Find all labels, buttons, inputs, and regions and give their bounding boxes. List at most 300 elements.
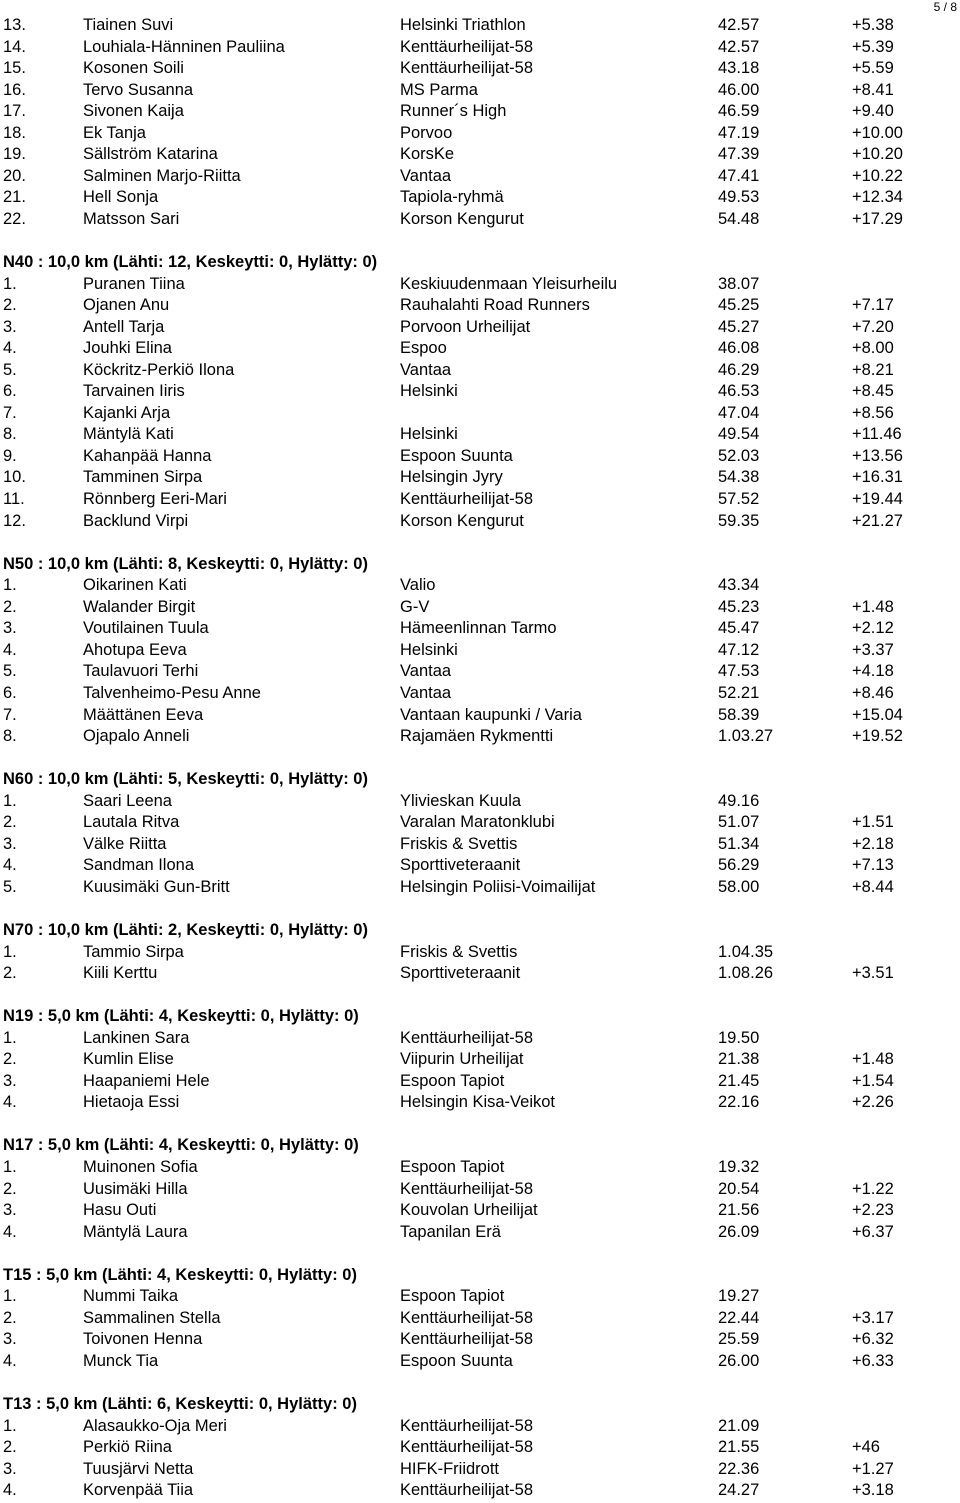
athlete-name: Talvenheimo-Pesu Anne <box>83 683 261 702</box>
result-position: 3. <box>3 619 17 638</box>
result-position: 2. <box>3 1308 17 1327</box>
result-row <box>0 726 960 748</box>
time-difference: +17.29 <box>852 209 903 228</box>
athlete-name: Puranen Tiina <box>83 274 185 293</box>
club-name: Kenttäurheilijat-58 <box>400 1438 533 1457</box>
result-position: 17. <box>3 102 26 121</box>
club-name: Varalan Maratonklubi <box>400 813 555 832</box>
club-name: Espoon Suunta <box>400 1351 513 1370</box>
result-row <box>0 942 960 964</box>
athlete-name: Kajanki Arja <box>83 403 171 422</box>
result-time: 1.03.27 <box>718 727 774 746</box>
result-row <box>0 1480 960 1502</box>
club-name: Kenttäurheilijat-58 <box>400 1028 533 1047</box>
athlete-name: Kumlin Elise <box>83 1050 174 1069</box>
result-section <box>0 1114 960 1243</box>
result-position: 4. <box>3 1351 17 1370</box>
result-row <box>0 446 960 468</box>
athlete-name: Taulavuori Terhi <box>83 662 199 681</box>
result-position: 9. <box>3 446 17 465</box>
result-position: 12. <box>3 511 26 530</box>
time-difference: +7.20 <box>852 317 894 336</box>
result-row <box>0 1286 960 1308</box>
time-difference: +1.54 <box>852 1071 894 1090</box>
result-row <box>0 80 960 102</box>
result-row <box>0 1071 960 1093</box>
time-difference: +1.22 <box>852 1179 894 1198</box>
result-time: 56.29 <box>718 856 760 875</box>
time-difference: +11.46 <box>852 425 902 444</box>
result-position: 3. <box>3 1459 17 1478</box>
result-section <box>0 230 960 532</box>
result-section <box>0 15 960 230</box>
result-time: 46.00 <box>718 80 760 99</box>
result-row <box>0 295 960 317</box>
athlete-name: Kosonen Soili <box>83 59 184 78</box>
section-spacer <box>0 1372 960 1394</box>
athlete-name: Sällström Katarina <box>83 145 218 164</box>
result-position: 1. <box>3 576 17 595</box>
result-time: 21.45 <box>718 1071 760 1090</box>
result-time: 22.44 <box>718 1308 760 1327</box>
athlete-name: Tervo Susanna <box>83 80 194 99</box>
club-name: Kenttäurheilijat-58 <box>400 1416 533 1435</box>
result-position: 1. <box>3 274 17 293</box>
result-row <box>0 661 960 683</box>
time-difference: +2.26 <box>852 1093 894 1112</box>
result-time: 19.32 <box>718 1157 760 1176</box>
athlete-name: Mäntylä Laura <box>83 1222 188 1241</box>
time-difference: +8.44 <box>852 877 894 896</box>
athlete-name: Mäntylä Kati <box>83 425 174 444</box>
result-position: 1. <box>3 791 17 810</box>
athlete-name: Määttänen Eeva <box>83 705 204 724</box>
result-time: 43.18 <box>718 59 760 78</box>
time-difference: +9.40 <box>852 102 894 121</box>
result-time: 1.08.26 <box>718 964 774 983</box>
category-heading: N50 : 10,0 km (Lähti: 8, Keskeytti: 0, Hylätty: 0) <box>3 554 368 573</box>
result-time: 49.54 <box>718 425 760 444</box>
athlete-name: Jouhki Elina <box>83 339 172 358</box>
athlete-name: Saari Leena <box>83 791 172 810</box>
result-position: 6. <box>3 683 17 702</box>
result-position: 2. <box>3 1179 17 1198</box>
result-position: 20. <box>3 166 26 185</box>
result-time: 49.16 <box>718 791 760 810</box>
result-position: 11. <box>3 490 25 509</box>
result-row <box>0 467 960 489</box>
athlete-name: Louhiala-Hänninen Pauliina <box>83 37 285 56</box>
athlete-name: Hasu Outi <box>83 1201 157 1220</box>
time-difference: +19.44 <box>852 490 903 509</box>
result-time: 52.21 <box>718 683 760 702</box>
club-name: Kenttäurheilijat-58 <box>400 1179 533 1198</box>
result-row <box>0 877 960 899</box>
club-name: Kenttäurheilijat-58 <box>400 1308 533 1327</box>
result-time: 24.27 <box>718 1481 760 1500</box>
result-position: 6. <box>3 382 17 401</box>
club-name: Kenttäurheilijat-58 <box>400 1481 533 1500</box>
club-name: Kenttäurheilijat-58 <box>400 490 533 509</box>
result-row <box>0 317 960 339</box>
result-section <box>0 748 960 899</box>
result-section <box>0 985 960 1114</box>
result-row <box>0 1157 960 1179</box>
time-difference: +5.38 <box>852 16 894 34</box>
result-position: 2. <box>3 1438 17 1457</box>
result-row <box>0 597 960 619</box>
category-heading: T13 : 5,0 km (Lähti: 6, Keskeytti: 0, Hylätty: 0) <box>3 1395 357 1413</box>
section-spacer <box>0 1114 960 1136</box>
result-row <box>0 791 960 813</box>
result-position: 2. <box>3 296 17 315</box>
result-time: 58.00 <box>718 877 760 896</box>
result-time: 45.27 <box>718 317 760 336</box>
time-difference: +1.48 <box>852 1050 894 1069</box>
result-position: 1. <box>3 942 17 961</box>
athlete-name: Ek Tanja <box>83 123 146 142</box>
result-row <box>0 187 960 209</box>
club-name: Rauhalahti Road Runners <box>400 296 590 315</box>
result-position: 4. <box>3 339 17 358</box>
club-name: Keskiuudenmaan Yleisurheilu <box>400 274 618 293</box>
result-row <box>0 274 960 296</box>
result-time: 54.38 <box>718 468 760 487</box>
club-name: Helsingin Jyry <box>400 468 503 487</box>
result-position: 8. <box>3 425 17 444</box>
result-time: 45.47 <box>718 619 760 638</box>
club-name: Helsinki Triathlon <box>400 16 526 34</box>
club-name: Vantaa <box>400 662 452 681</box>
club-name: Friskis & Svettis <box>400 942 518 961</box>
result-position: 3. <box>3 1201 17 1220</box>
time-difference: +8.56 <box>852 403 894 422</box>
result-row <box>0 123 960 145</box>
club-name: Sporttiveteraanit <box>400 856 521 875</box>
result-time: 20.54 <box>718 1179 760 1198</box>
result-position: 4. <box>3 1093 17 1112</box>
result-position: 2. <box>3 1050 17 1069</box>
athlete-name: Tammio Sirpa <box>83 942 184 961</box>
athlete-name: Walander Birgit <box>83 597 196 616</box>
result-row <box>0 1049 960 1071</box>
result-row <box>0 834 960 856</box>
result-time: 42.57 <box>718 37 760 56</box>
club-name: Korson Kengurut <box>400 209 524 228</box>
club-name: Runner´s High <box>400 102 507 121</box>
club-name: Kenttäurheilijat-58 <box>400 37 533 56</box>
result-row <box>0 963 960 985</box>
club-name: Valio <box>400 576 436 595</box>
athlete-name: Antell Tarja <box>83 317 165 336</box>
time-difference: +8.41 <box>852 80 894 99</box>
result-position: 1. <box>3 1287 17 1306</box>
category-heading: N19 : 5,0 km (Lähti: 4, Keskeytti: 0, Hylätty: 0) <box>3 1007 359 1026</box>
time-difference: +19.52 <box>852 727 903 746</box>
club-name: G-V <box>400 597 430 616</box>
result-time: 42.57 <box>718 16 760 34</box>
result-position: 1. <box>3 1157 17 1176</box>
time-difference: +21.27 <box>852 511 903 530</box>
result-row <box>0 1222 960 1244</box>
club-name: Tapanilan Erä <box>400 1222 501 1241</box>
club-name: Sporttiveteraanit <box>400 964 521 983</box>
time-difference: +46 <box>852 1438 880 1457</box>
athlete-name: Oikarinen Kati <box>83 576 187 595</box>
result-time: 46.53 <box>718 382 760 401</box>
club-name: Espoon Tapiot <box>400 1071 505 1090</box>
result-position: 8. <box>3 727 17 746</box>
result-time: 21.56 <box>718 1201 760 1220</box>
result-row <box>0 338 960 360</box>
result-position: 5. <box>3 662 17 681</box>
result-time: 47.39 <box>718 145 760 164</box>
result-time: 49.53 <box>718 188 760 207</box>
result-row <box>0 403 960 425</box>
result-time: 25.59 <box>718 1330 760 1349</box>
result-section <box>0 1372 960 1501</box>
time-difference: +1.27 <box>852 1459 894 1478</box>
athlete-name: Alasaukko-Oja Meri <box>83 1416 227 1435</box>
result-position: 18. <box>3 123 26 142</box>
athlete-name: Tamminen Sirpa <box>83 468 203 487</box>
result-time: 47.04 <box>718 403 760 422</box>
club-name: Porvoon Urheilijat <box>400 317 531 336</box>
result-position: 13. <box>3 16 26 34</box>
club-name: Vantaan kaupunki / Varia <box>400 705 582 724</box>
athlete-name: Backlund Virpi <box>83 511 189 530</box>
result-row <box>0 1028 960 1050</box>
time-difference: +3.51 <box>852 964 894 983</box>
club-name: Friskis & Svettis <box>400 834 518 853</box>
time-difference: +15.04 <box>852 705 903 724</box>
page-number: 5 / 8 <box>933 0 957 14</box>
time-difference: +2.12 <box>852 619 894 638</box>
result-section <box>0 532 960 747</box>
result-time: 21.55 <box>718 1438 760 1457</box>
result-row <box>0 855 960 877</box>
result-position: 2. <box>3 813 17 832</box>
result-time: 54.48 <box>718 209 760 228</box>
result-position: 4. <box>3 856 17 875</box>
time-difference: +13.56 <box>852 446 903 465</box>
club-name: Helsinki <box>400 640 458 659</box>
athlete-name: Rönnberg Eeri-Mari <box>83 490 227 509</box>
result-row <box>0 1329 960 1351</box>
time-difference: +6.32 <box>852 1330 894 1349</box>
result-position: 3. <box>3 834 17 853</box>
athlete-name: Nummi Taika <box>83 1287 179 1306</box>
result-position: 21. <box>3 188 26 207</box>
athlete-name: Voutilainen Tuula <box>83 619 209 638</box>
category-heading: N17 : 5,0 km (Lähti: 4, Keskeytti: 0, Hylätty: 0) <box>3 1136 359 1155</box>
results-document <box>0 15 960 1502</box>
result-row <box>0 166 960 188</box>
athlete-name: Sandman Ilona <box>83 856 194 875</box>
athlete-name: Uusimäki Hilla <box>83 1179 188 1198</box>
club-name: Vantaa <box>400 166 452 185</box>
section-spacer <box>0 898 960 920</box>
result-time: 46.08 <box>718 339 760 358</box>
result-row <box>0 1179 960 1201</box>
result-row <box>0 1437 960 1459</box>
result-position: 7. <box>3 403 17 422</box>
time-difference: +8.46 <box>852 683 894 702</box>
time-difference: +2.18 <box>852 834 894 853</box>
result-position: 4. <box>3 1222 17 1241</box>
result-time: 1.04.35 <box>718 942 774 961</box>
result-row <box>0 1416 960 1438</box>
athlete-name: Kiili Kerttu <box>83 964 158 983</box>
time-difference: +5.59 <box>852 59 894 78</box>
time-difference: +4.18 <box>852 662 894 681</box>
result-position: 4. <box>3 640 17 659</box>
athlete-name: Välke Riitta <box>83 834 167 853</box>
result-time: 47.41 <box>718 166 760 185</box>
section-spacer <box>0 532 960 554</box>
athlete-name: Muinonen Sofia <box>83 1157 198 1176</box>
result-position: 19. <box>3 145 26 164</box>
result-row <box>0 489 960 511</box>
result-section <box>0 898 960 984</box>
result-position: 22. <box>3 209 26 228</box>
athlete-name: Hietaoja Essi <box>83 1093 180 1112</box>
time-difference: +8.21 <box>852 360 894 379</box>
result-row <box>0 1092 960 1114</box>
section-spacer <box>0 985 960 1007</box>
result-row <box>0 511 960 533</box>
result-time: 26.00 <box>718 1351 760 1370</box>
athlete-name: Tuusjärvi Netta <box>83 1459 194 1478</box>
result-time: 19.50 <box>718 1028 760 1047</box>
result-row <box>0 1351 960 1373</box>
club-name: Porvoo <box>400 123 453 142</box>
time-difference: +6.33 <box>852 1351 894 1370</box>
club-name: Kouvolan Urheilijat <box>400 1201 538 1220</box>
result-time: 58.39 <box>718 705 760 724</box>
result-row <box>0 683 960 705</box>
time-difference: +16.31 <box>852 468 903 487</box>
result-position: 1. <box>3 1028 17 1047</box>
club-name: KorsKe <box>400 145 455 164</box>
result-time: 21.38 <box>718 1050 760 1069</box>
club-name: Espoon Suunta <box>400 446 513 465</box>
result-time: 51.34 <box>718 834 760 853</box>
club-name: Vantaa <box>400 360 452 379</box>
result-row <box>0 705 960 727</box>
athlete-name: Toivonen Henna <box>83 1330 203 1349</box>
result-row <box>0 209 960 231</box>
result-position: 5. <box>3 877 17 896</box>
section-spacer <box>0 748 960 770</box>
time-difference: +5.39 <box>852 37 894 56</box>
category-heading: N70 : 10,0 km (Lähti: 2, Keskeytti: 0, Hylätty: 0) <box>3 920 368 939</box>
result-time: 51.07 <box>718 813 760 832</box>
result-position: 2. <box>3 964 17 983</box>
result-time: 19.27 <box>718 1287 760 1306</box>
result-row <box>0 37 960 59</box>
result-row <box>0 1459 960 1481</box>
result-row <box>0 144 960 166</box>
club-name: Espoon Tapiot <box>400 1157 505 1176</box>
athlete-name: Lankinen Sara <box>83 1028 190 1047</box>
time-difference: +7.17 <box>852 296 894 315</box>
result-time: 22.36 <box>718 1459 760 1478</box>
result-section <box>0 1243 960 1372</box>
athlete-name: Perkiö Riina <box>83 1438 172 1457</box>
result-time: 45.25 <box>718 296 760 315</box>
result-position: 16. <box>3 80 26 99</box>
result-time: 57.52 <box>718 490 760 509</box>
time-difference: +7.13 <box>852 856 894 875</box>
club-name: Vantaa <box>400 683 452 702</box>
result-time: 47.12 <box>718 640 760 659</box>
time-difference: +3.17 <box>852 1308 894 1327</box>
result-time: 26.09 <box>718 1222 760 1241</box>
club-name: Helsinki <box>400 425 458 444</box>
club-name: Viipurin Urheilijat <box>400 1050 524 1069</box>
result-position: 5. <box>3 360 17 379</box>
club-name: Kenttäurheilijat-58 <box>400 59 533 78</box>
result-position: 14. <box>3 37 26 56</box>
result-time: 47.19 <box>718 123 760 142</box>
time-difference: +8.00 <box>852 339 894 358</box>
time-difference: +2.23 <box>852 1201 894 1220</box>
club-name: Helsingin Kisa-Veikot <box>400 1093 555 1112</box>
time-difference: +3.18 <box>852 1481 894 1500</box>
result-row <box>0 101 960 123</box>
result-position: 1. <box>3 1416 17 1435</box>
result-row <box>0 812 960 834</box>
result-row <box>0 1308 960 1330</box>
athlete-name: Köckritz-Perkiö Ilona <box>83 360 235 379</box>
athlete-name: Matsson Sari <box>83 209 180 228</box>
athlete-name: Salminen Marjo-Riitta <box>83 166 241 185</box>
athlete-name: Tarvainen Iiris <box>83 382 185 401</box>
athlete-name: Haapaniemi Hele <box>83 1071 210 1090</box>
time-difference: +1.48 <box>852 597 894 616</box>
athlete-name: Lautala Ritva <box>83 813 180 832</box>
result-row <box>0 1200 960 1222</box>
club-name: Kenttäurheilijat-58 <box>400 1330 533 1349</box>
result-position: 3. <box>3 1071 17 1090</box>
club-name: Tapiola-ryhmä <box>400 188 504 207</box>
result-position: 10. <box>3 468 26 487</box>
time-difference: +10.20 <box>852 145 903 164</box>
category-heading: N40 : 10,0 km (Lähti: 12, Keskeytti: 0, Hylätty: 0) <box>3 253 378 272</box>
club-name: Hämeenlinnan Tarmo <box>400 619 557 638</box>
athlete-name: Kuusimäki Gun-Britt <box>83 877 230 896</box>
club-name: HIFK-Friidrott <box>400 1459 499 1478</box>
club-name: Espoon Tapiot <box>400 1287 505 1306</box>
club-name: Rajamäen Rykmentti <box>400 727 554 746</box>
time-difference: +6.37 <box>852 1222 894 1241</box>
section-spacer <box>0 230 960 252</box>
result-time: 22.16 <box>718 1093 760 1112</box>
athlete-name: Munck Tia <box>83 1351 159 1370</box>
result-time: 45.23 <box>718 597 760 616</box>
time-difference: +3.37 <box>852 640 894 659</box>
result-row <box>0 58 960 80</box>
result-position: 3. <box>3 1330 17 1349</box>
club-name: Helsinki <box>400 382 458 401</box>
athlete-name: Ojapalo Anneli <box>83 727 190 746</box>
category-heading: N60 : 10,0 km (Lähti: 5, Keskeytti: 0, Hylätty: 0) <box>3 770 368 789</box>
result-position: 2. <box>3 597 17 616</box>
result-time: 46.29 <box>718 360 760 379</box>
time-difference: +10.00 <box>852 123 903 142</box>
result-time: 59.35 <box>718 511 760 530</box>
